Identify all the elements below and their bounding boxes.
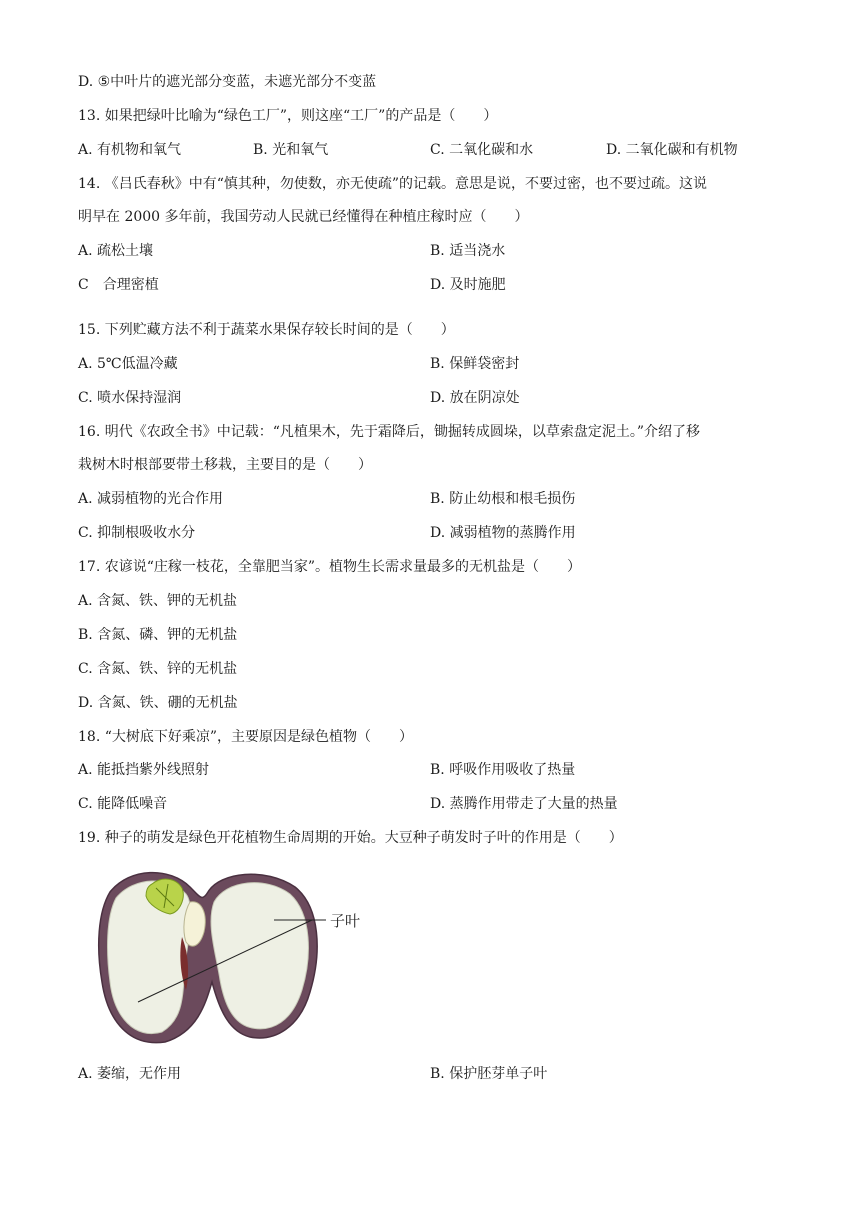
line-q12-option-d: D. ⑤中叶片的遮光部分变蓝，未遮光部分不变蓝	[78, 74, 377, 90]
q16-option-d: D. 减弱植物的蒸腾作用	[430, 525, 576, 541]
q19-option-b: B. 保护胚芽单子叶	[430, 1066, 548, 1082]
q18-option-b: B. 呼吸作用吸收了热量	[430, 762, 576, 778]
q16-option-b: B. 防止幼根和根毛损伤	[430, 491, 576, 507]
q14-option-b: B. 适当浇水	[430, 243, 506, 259]
q14-option-a: A. 疏松土壤	[78, 243, 154, 259]
q15-option-c: C. 喷水保持湿润	[78, 390, 182, 406]
q14-option-c: C 合理密植	[78, 277, 159, 293]
q16-option-c: C. 抑制根吸收水分	[78, 525, 196, 541]
question-14-line-1: 14. 《吕氏春秋》中有“慎其种，勿使数，亦无使疏”的记载。意思是说，不要过密，也不要过疏。这说	[78, 176, 708, 192]
q18-option-c: C. 能降低噪音	[78, 796, 168, 812]
question-17: 17. 农谚说“庄稼一枝花，全靠肥当家”。植物生长需求量最多的无机盐是（ ）	[78, 559, 582, 575]
q18-option-d: D. 蒸腾作用带走了大量的热量	[430, 796, 618, 812]
bean-seed-figure	[90, 862, 380, 1052]
q18-option-a: A. 能抵挡紫外线照射	[78, 762, 210, 778]
question-13: 13. 如果把绿叶比喻为“绿色工厂”，则这座“工厂”的产品是（ ）	[78, 108, 498, 124]
question-16-line-2: 栽树木时根部要带土移栽，主要目的是（ ）	[78, 457, 372, 473]
bean-seed-diagram	[90, 862, 380, 1052]
question-15: 15. 下列贮藏方法不利于蔬菜水果保存较长时间的是（ ）	[78, 322, 455, 338]
q14-option-d: D. 及时施肥	[430, 277, 506, 293]
q15-option-d: D. 放在阴凉处	[430, 390, 520, 406]
q17-option-b: B. 含氮、磷、钾的无机盐	[78, 627, 238, 643]
q15-option-a: A. 5℃低温冷藏	[78, 356, 178, 372]
q15-option-b: B. 保鲜袋密封	[430, 356, 520, 372]
question-14-line-2: 明早在 2000 多年前，我国劳动人民就已经懂得在种植庄稼时应（ ）	[78, 209, 529, 225]
question-16-line-1: 16. 明代《农政全书》中记载：“凡植果木，先于霜降后，锄掘转成圆垛，以草索盘定泥土。”介绍了移	[78, 424, 701, 440]
q17-option-d: D. 含氮、铁、硼的无机盐	[78, 695, 238, 711]
q13-option-b: B. 光和氧气	[253, 142, 329, 158]
q13-option-a: A. 有机物和氧气	[78, 142, 182, 158]
cotyledon-label: 子叶	[330, 912, 361, 930]
question-18: 18. “大树底下好乘凉”，主要原因是绿色植物（ ）	[78, 729, 414, 745]
q16-option-a: A. 减弱植物的光合作用	[78, 491, 224, 507]
q13-option-c: C. 二氧化碳和水	[430, 142, 534, 158]
q13-option-d: D. 二氧化碳和有机物	[606, 142, 738, 158]
q19-option-a: A. 萎缩，无作用	[78, 1066, 182, 1082]
question-19: 19. 种子的萌发是绿色开花植物生命周期的开始。大豆种子萌发时子叶的作用是（ ）	[78, 830, 623, 846]
q17-option-c: C. 含氮、铁、锌的无机盐	[78, 661, 238, 677]
q17-option-a: A. 含氮、铁、钾的无机盐	[78, 593, 238, 609]
